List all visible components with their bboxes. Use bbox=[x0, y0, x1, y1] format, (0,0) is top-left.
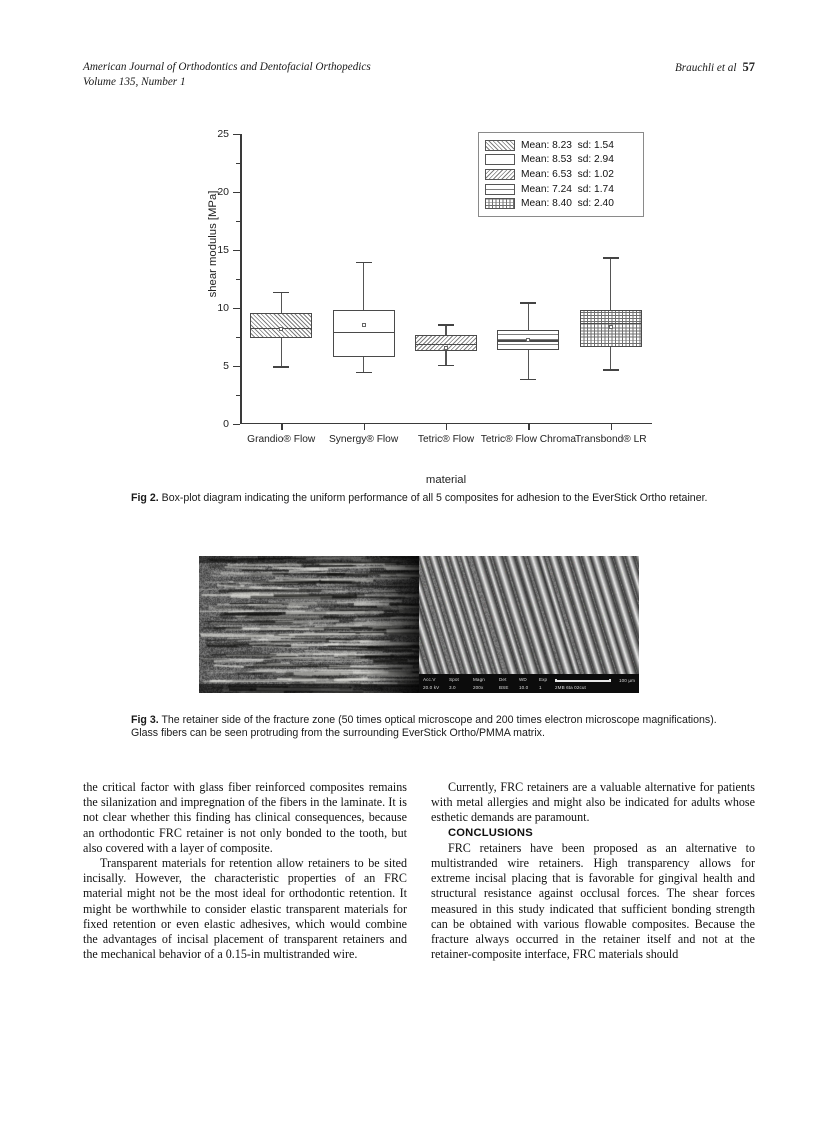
y-tick bbox=[233, 308, 240, 309]
y-tick bbox=[233, 366, 240, 367]
sem-header-exp: Exp bbox=[539, 677, 548, 682]
sem-scalebar-group bbox=[555, 677, 635, 685]
mean-marker bbox=[609, 325, 613, 329]
y-tick-label: 20 bbox=[217, 186, 229, 198]
y-axis-tick-labels bbox=[196, 128, 229, 430]
electron-micrograph bbox=[419, 556, 639, 693]
figure-2-caption bbox=[131, 492, 727, 505]
y-tick bbox=[233, 424, 240, 425]
x-tick-label: Tetric® Flow bbox=[417, 434, 475, 445]
legend-swatch bbox=[485, 198, 515, 209]
y-axis-title: shear modulus [MPa] bbox=[207, 190, 219, 298]
optical-micrograph bbox=[199, 556, 419, 693]
sem-value-magn: 200x bbox=[473, 684, 484, 690]
sem-header-spot: Spot bbox=[449, 677, 459, 682]
figure-2-chart bbox=[196, 126, 656, 486]
legend-label: Mean: 6.53 sd: 1.02 bbox=[521, 168, 614, 180]
sem-value-accv: 20.0 kV bbox=[423, 684, 440, 690]
x-tick bbox=[528, 423, 529, 430]
sem-scale-label: 100 µm bbox=[618, 678, 635, 683]
legend-row bbox=[485, 196, 637, 211]
legend-row bbox=[485, 182, 637, 197]
body-right-column bbox=[431, 780, 755, 962]
chart-legend bbox=[478, 132, 644, 217]
whisker-cap-lower bbox=[603, 369, 619, 371]
legend-label: Mean: 8.23 sd: 1.54 bbox=[521, 139, 614, 151]
author-short: Brauchli et al bbox=[674, 62, 737, 74]
sem-header-magn: Magn bbox=[473, 677, 485, 682]
y-tick bbox=[233, 192, 240, 193]
legend-swatch bbox=[485, 184, 515, 195]
legend-swatch bbox=[485, 154, 515, 165]
journal-title: American Journal of Orthodontics and Dentofacial Orthopedics bbox=[83, 61, 371, 73]
sem-info-bar bbox=[419, 674, 639, 693]
sem-value-sample: 2MB 6ta 02cut bbox=[555, 684, 586, 690]
page-number: 57 bbox=[742, 60, 755, 74]
y-tick bbox=[233, 250, 240, 251]
y-tick bbox=[233, 134, 240, 135]
x-tick-label: Synergy® Flow bbox=[328, 434, 399, 445]
x-tick bbox=[446, 423, 447, 430]
sem-value-exp: 1 bbox=[539, 684, 542, 690]
box-iqr bbox=[580, 310, 642, 347]
whisker-cap-upper bbox=[603, 257, 619, 259]
running-head bbox=[83, 60, 755, 89]
y-tick-label: 15 bbox=[217, 244, 229, 256]
sem-value-wd: 10.0 bbox=[519, 684, 529, 690]
x-tick-label: Transbond® LR bbox=[574, 434, 647, 445]
y-tick-label: 0 bbox=[223, 418, 229, 430]
legend-swatch bbox=[485, 169, 515, 180]
y-tick-label: 10 bbox=[217, 302, 229, 314]
x-tick-label: Grandio® Flow bbox=[247, 434, 316, 445]
section-heading-conclusions: CONCLUSIONS bbox=[448, 826, 533, 839]
whisker-lower bbox=[610, 347, 611, 369]
x-axis-title: material bbox=[425, 474, 467, 486]
figure-3-caption bbox=[131, 714, 727, 741]
x-tick bbox=[281, 423, 282, 430]
figure-2-label: Fig 2. bbox=[131, 492, 159, 504]
figure-3-caption-text: The retainer side of the fracture zone (50 times optical microscope and 200 times electron microscope magnifications). Glass fibers can be seen protruding from the surrounding EverStick Ortho/PMMA matrix. bbox=[131, 714, 717, 740]
figure-3-images bbox=[199, 556, 639, 693]
x-tick bbox=[611, 423, 612, 430]
paragraph: FRC retainers have been proposed as an alternative to multistranded wire retainers. High transparency allows for extreme incisal placing that is favorable for gingival health and structural resistance against occlusal forces. The shear forces measured in this study indicated that sufficient bonding strength can be obtained with various flowable composites. Because the fracture always occurred in the retainer itself and not at the retainer-composite interface, FRC materials should bbox=[431, 840, 755, 962]
running-head-left bbox=[83, 60, 371, 89]
y-tick-label: 25 bbox=[217, 128, 229, 140]
sem-header-accv: Acc.V bbox=[423, 677, 436, 682]
paragraph: the critical factor with glass fiber reinforced composites remains the silanization and impregnation of the fibers in the laminate. It is not clear whether this finding has clinical consequences, because an orthodontic FRC retainer is not only bonded to the tooth, but also covered with a layer of composite. bbox=[83, 780, 407, 855]
x-tick bbox=[364, 423, 365, 430]
figure-2-caption-text: Box-plot diagram indicating the uniform performance of all 5 composites for adhesion to the EverStick Ortho retainer. bbox=[161, 492, 708, 504]
legend-swatch bbox=[485, 140, 515, 151]
legend-row bbox=[485, 167, 637, 182]
body-left-column bbox=[83, 780, 407, 962]
running-head-right bbox=[675, 60, 755, 75]
legend-label: Mean: 8.40 sd: 2.40 bbox=[521, 198, 614, 210]
sem-info-values bbox=[423, 684, 636, 692]
figure-3-label: Fig 3. bbox=[131, 714, 159, 726]
sem-value-det: BSE bbox=[499, 684, 509, 690]
volume-issue: Volume 135, Number 1 bbox=[83, 75, 186, 88]
sem-scalebar-icon bbox=[555, 679, 611, 682]
paragraph: Transparent materials for retention allow retainers to be sited incisally. However, the characteristic properties of an FRC material might not be the most ideal for orthodontic retention. It might be worthwhile to consider elastic transparent materials for fixed retention or even elastic adhesives, which would combine the advantages of incisal placement of transparent retainers and the mechanical behavior of a 0.15-in multistranded wire. bbox=[83, 856, 407, 962]
legend-row bbox=[485, 138, 637, 153]
sem-header-det: Det bbox=[499, 677, 507, 682]
sem-header-wd: WD bbox=[519, 677, 527, 682]
y-tick-label: 5 bbox=[223, 360, 229, 372]
legend-label: Mean: 8.53 sd: 2.94 bbox=[521, 154, 614, 166]
whisker-upper bbox=[610, 257, 611, 310]
legend-label: Mean: 7.24 sd: 1.74 bbox=[521, 183, 614, 195]
paragraph: Currently, FRC retainers are a valuable alternative for patients with metal allergies and might also be indicated for adults whose esthetic demands are paramount. bbox=[431, 780, 755, 825]
legend-row bbox=[485, 153, 637, 168]
sem-value-spot: 3.0 bbox=[449, 684, 456, 690]
x-tick-label: Tetric® Flow Chroma bbox=[480, 434, 577, 445]
